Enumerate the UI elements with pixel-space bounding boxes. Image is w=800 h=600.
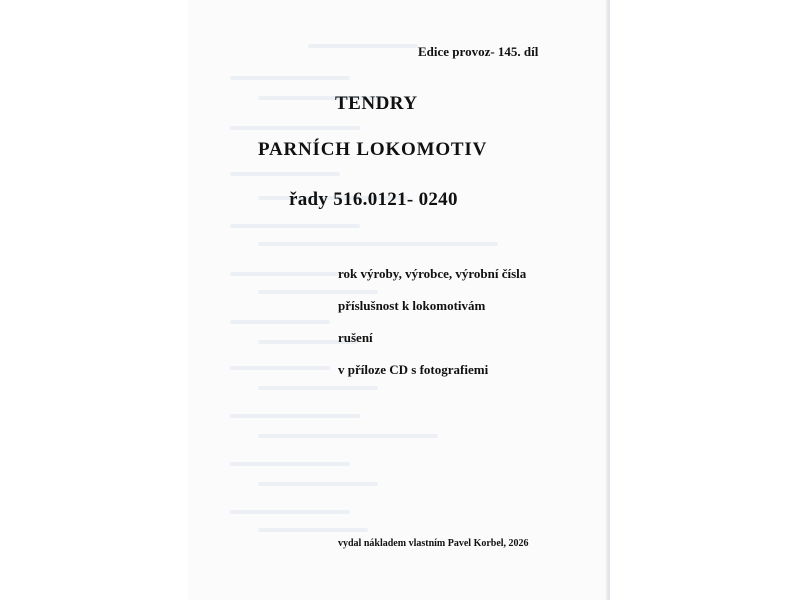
content-line: příslušnost k lokomotivám bbox=[338, 298, 486, 313]
series-label: Edice provoz- 145. díl bbox=[418, 44, 539, 59]
content-line: v příloze CD s fotografiemi bbox=[338, 362, 489, 377]
title-line-3: řady 516.0121- 0240 bbox=[289, 189, 458, 210]
show-through-line bbox=[230, 320, 330, 324]
show-through-line bbox=[230, 172, 340, 176]
show-through-line bbox=[230, 462, 350, 466]
show-through-line bbox=[230, 272, 340, 276]
content-line: rok výroby, výrobce, výrobní čísla bbox=[338, 266, 527, 281]
title-line-1: TENDRY bbox=[335, 93, 418, 114]
show-through-line bbox=[230, 366, 330, 370]
show-through-line bbox=[258, 242, 498, 246]
show-through-line bbox=[230, 126, 360, 130]
show-through-line bbox=[258, 386, 378, 390]
show-through-line bbox=[230, 76, 350, 80]
show-through-line bbox=[258, 290, 378, 294]
title-line-2: PARNÍCH LOKOMOTIV bbox=[258, 139, 488, 160]
show-through-line bbox=[258, 434, 438, 438]
show-through-line bbox=[230, 414, 360, 418]
publisher-note: vydal nákladem vlastním Pavel Korbel, 2026 bbox=[338, 538, 529, 549]
show-through-line bbox=[230, 510, 350, 514]
page-edge bbox=[606, 0, 610, 600]
content-line: rušení bbox=[338, 330, 373, 345]
show-through-line bbox=[308, 44, 418, 48]
show-through-line bbox=[230, 224, 360, 228]
show-through-line bbox=[258, 528, 368, 532]
show-through-line bbox=[258, 482, 378, 486]
